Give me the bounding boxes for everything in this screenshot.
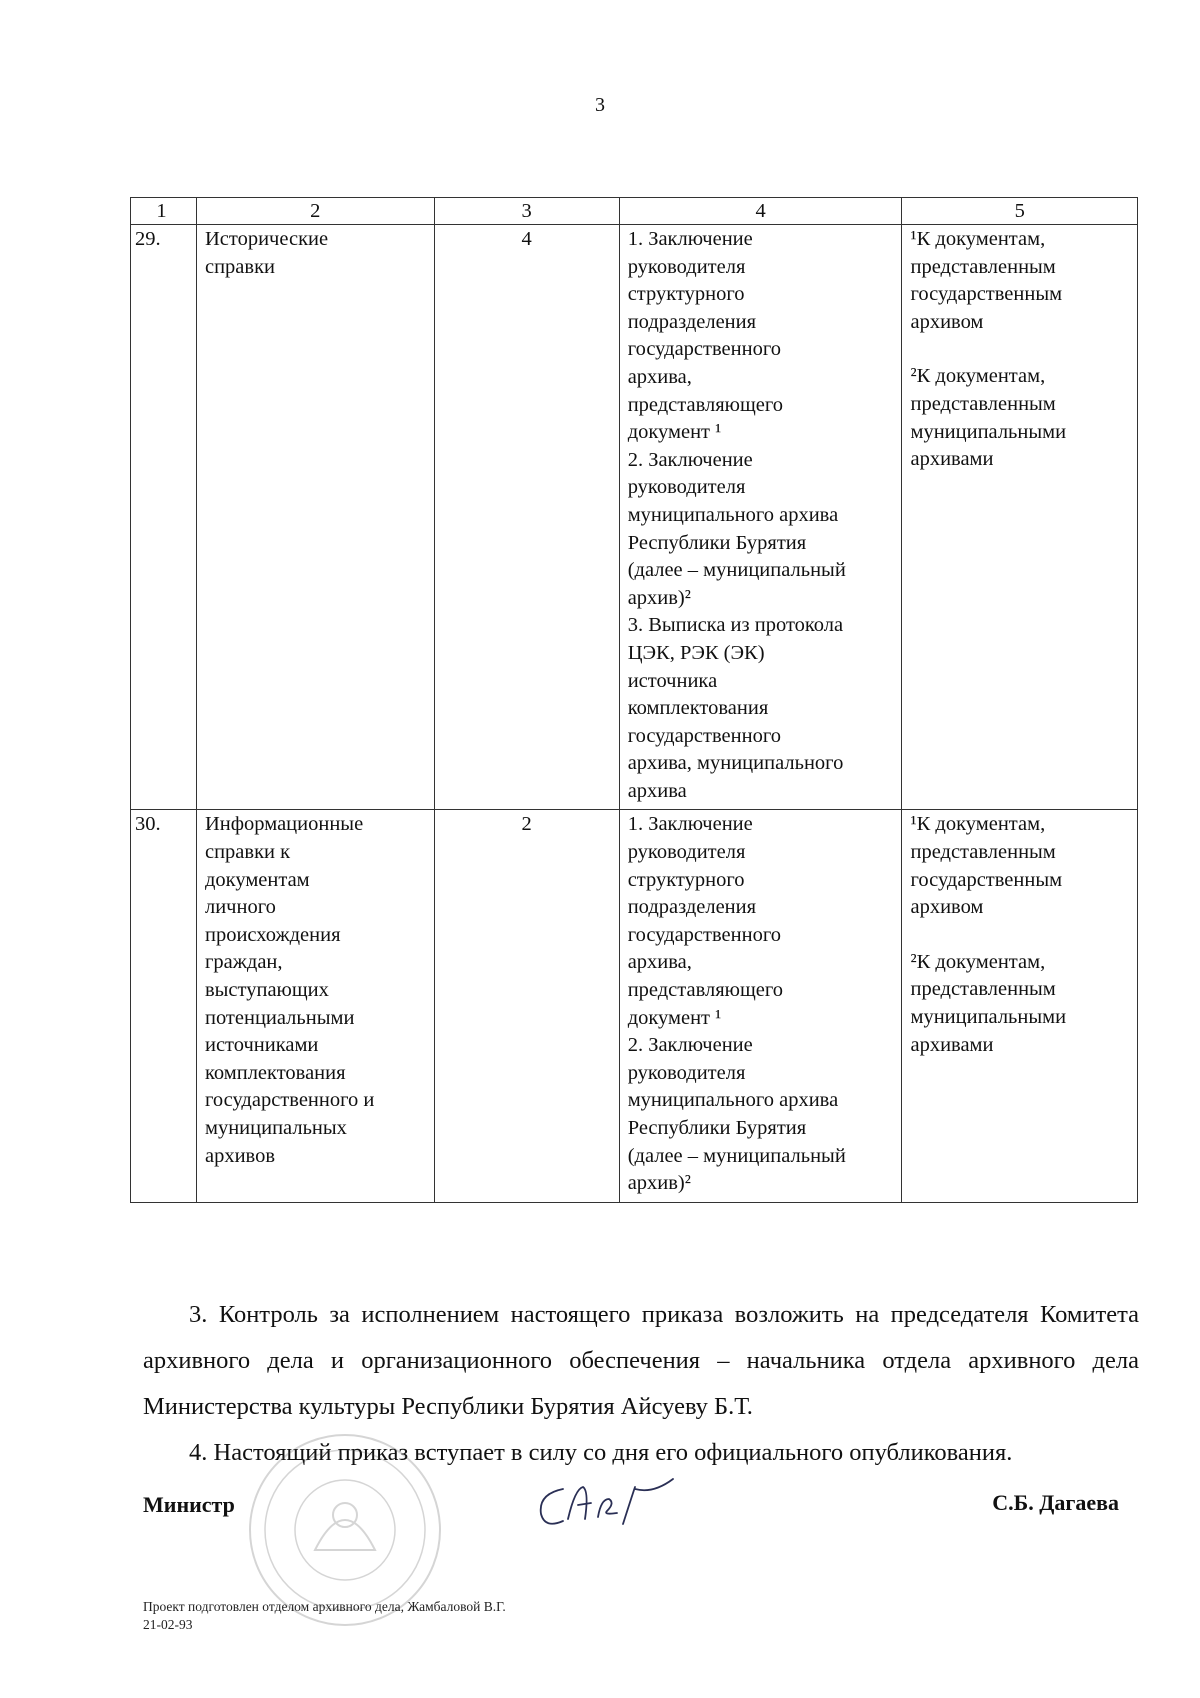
cell-line: представляющего — [627, 393, 783, 416]
column-header-1: 1 — [131, 198, 197, 225]
phone-number: 21-02-93 — [143, 1617, 193, 1632]
cell-line: государственного — [627, 923, 781, 946]
cell-line: государственного — [627, 724, 781, 747]
table-header-row — [131, 198, 1138, 225]
required-documents-cell — [619, 225, 902, 810]
cell-line: архивами — [910, 1033, 994, 1056]
cell-line: представленным — [910, 392, 1056, 415]
cell-line: личного — [204, 896, 276, 919]
cell-line: архивом — [910, 310, 984, 333]
row-number-cell: 30. — [131, 810, 197, 1202]
cell-line: ¹К документам, — [910, 228, 1046, 250]
cell-line: архива, муниципального — [627, 752, 844, 775]
column-header-4: 4 — [619, 198, 902, 225]
cell-line: ²К документам, — [910, 365, 1046, 388]
cell-line: граждан, — [204, 951, 283, 974]
cell-line — [910, 336, 1129, 363]
cell-line: источника — [627, 669, 718, 692]
cell-line: ¹К документам, — [910, 813, 1046, 836]
column-header-2: 2 — [196, 198, 434, 225]
cell-line: государственного — [627, 338, 781, 361]
cell-line: справки — [204, 255, 276, 278]
cell-line: структурного — [627, 283, 745, 306]
cell-line: государственного и — [204, 1089, 375, 1112]
column-header-5: 5 — [902, 198, 1138, 225]
cell-line: справки к — [204, 841, 291, 864]
cell-line: представленным — [910, 978, 1056, 1001]
cell-line: ²К документам, — [910, 950, 1046, 973]
cell-line: 1. Заключение — [627, 228, 753, 250]
notes-cell — [902, 810, 1138, 1202]
cell-line: (далее – муниципальный — [627, 559, 846, 582]
cell-line: архивами — [910, 448, 994, 471]
page-number: 3 — [595, 94, 605, 116]
cell-line: архива, — [627, 365, 692, 388]
cell-line: архивом — [910, 896, 984, 919]
cell-line: архива, — [627, 951, 692, 974]
quantity-cell: 2 — [434, 810, 619, 1202]
paragraph-4: 4. Настоящий приказ вступает в силу со дня его официального опубликования. — [189, 1438, 1013, 1466]
prepared-by-text: Проект подготовлен отделом архивного дела, Жамбаловой В.Г. — [143, 1599, 506, 1614]
paragraph-3: 3. Контроль за исполнением настоящего приказа возложить на председателя Комитета архивного дела и организационного обеспечения – начальника отдела архивного дела Министерства культуры Республики Бурятия Айсуеву Б.Т. — [143, 1300, 1139, 1420]
cell-line: Республики Бурятия — [627, 1117, 807, 1139]
cell-line: представляющего — [627, 979, 783, 1002]
cell-line: структурного — [627, 868, 745, 891]
handwritten-signature-image — [523, 1469, 683, 1539]
quantity-cell: 4 — [434, 225, 619, 810]
cell-line: руководителя — [627, 1061, 746, 1084]
cell-line — [910, 922, 1129, 949]
signature-row — [143, 1487, 1139, 1577]
document-type-cell — [196, 810, 434, 1202]
cell-line: руководителя — [627, 255, 746, 278]
cell-line: архива — [627, 779, 687, 802]
cell-line: представленным — [910, 841, 1056, 864]
cell-line: представленным — [910, 255, 1056, 278]
cell-line: руководителя — [627, 841, 746, 864]
cell-line: 3. Выписка из протокола — [627, 614, 844, 637]
cell-line: государственным — [910, 868, 1063, 891]
column-header-3: 3 — [434, 198, 619, 225]
signatory-title: Министр — [143, 1492, 235, 1517]
cell-line: подразделения — [627, 896, 757, 919]
table-row — [131, 225, 1138, 810]
cell-line: Исторические — [204, 228, 329, 250]
cell-line: 1. Заключение — [627, 813, 753, 836]
cell-line: государственным — [910, 283, 1063, 306]
cell-line: архив)² — [627, 1172, 691, 1195]
cell-line: 2. Заключение — [627, 448, 753, 471]
cell-line: потенциальными — [204, 1006, 355, 1029]
cell-line: документ ¹ — [627, 421, 722, 444]
table-row — [131, 810, 1138, 1202]
cell-line: муниципальными — [910, 1006, 1067, 1029]
prepared-by-note — [143, 1598, 506, 1634]
cell-line: (далее – муниципальный — [627, 1144, 846, 1167]
cell-line: подразделения — [627, 310, 757, 333]
cell-line: муниципальными — [910, 420, 1067, 443]
cell-line: Республики Бурятия — [627, 531, 807, 554]
cell-line: архивов — [204, 1144, 276, 1167]
row-number-cell: 29. — [131, 225, 197, 810]
cell-line: выступающих — [204, 979, 329, 1002]
notes-cell — [902, 225, 1138, 810]
cell-line: 2. Заключение — [627, 1034, 753, 1057]
cell-line: документам — [204, 868, 310, 891]
signatory-name: С.Б. Дагаева — [992, 1490, 1119, 1515]
cell-line: муниципального архива — [627, 503, 839, 526]
cell-line: муниципального архива — [627, 1089, 839, 1112]
cell-line: комплектования — [627, 697, 769, 720]
cell-line: комплектования — [204, 1061, 346, 1084]
cell-line: источниками — [204, 1034, 319, 1057]
cell-line: архив)² — [627, 586, 691, 609]
document-table — [130, 197, 1138, 1203]
cell-line: руководителя — [627, 476, 746, 499]
cell-line: Информационные — [204, 813, 364, 836]
cell-line: ЦЭК, РЭК (ЭК) — [627, 641, 765, 664]
required-documents-cell — [619, 810, 902, 1202]
cell-line: документ ¹ — [627, 1006, 722, 1029]
document-type-cell — [196, 225, 434, 810]
cell-line: происхождения — [204, 923, 341, 946]
cell-line: муниципальных — [204, 1117, 347, 1139]
